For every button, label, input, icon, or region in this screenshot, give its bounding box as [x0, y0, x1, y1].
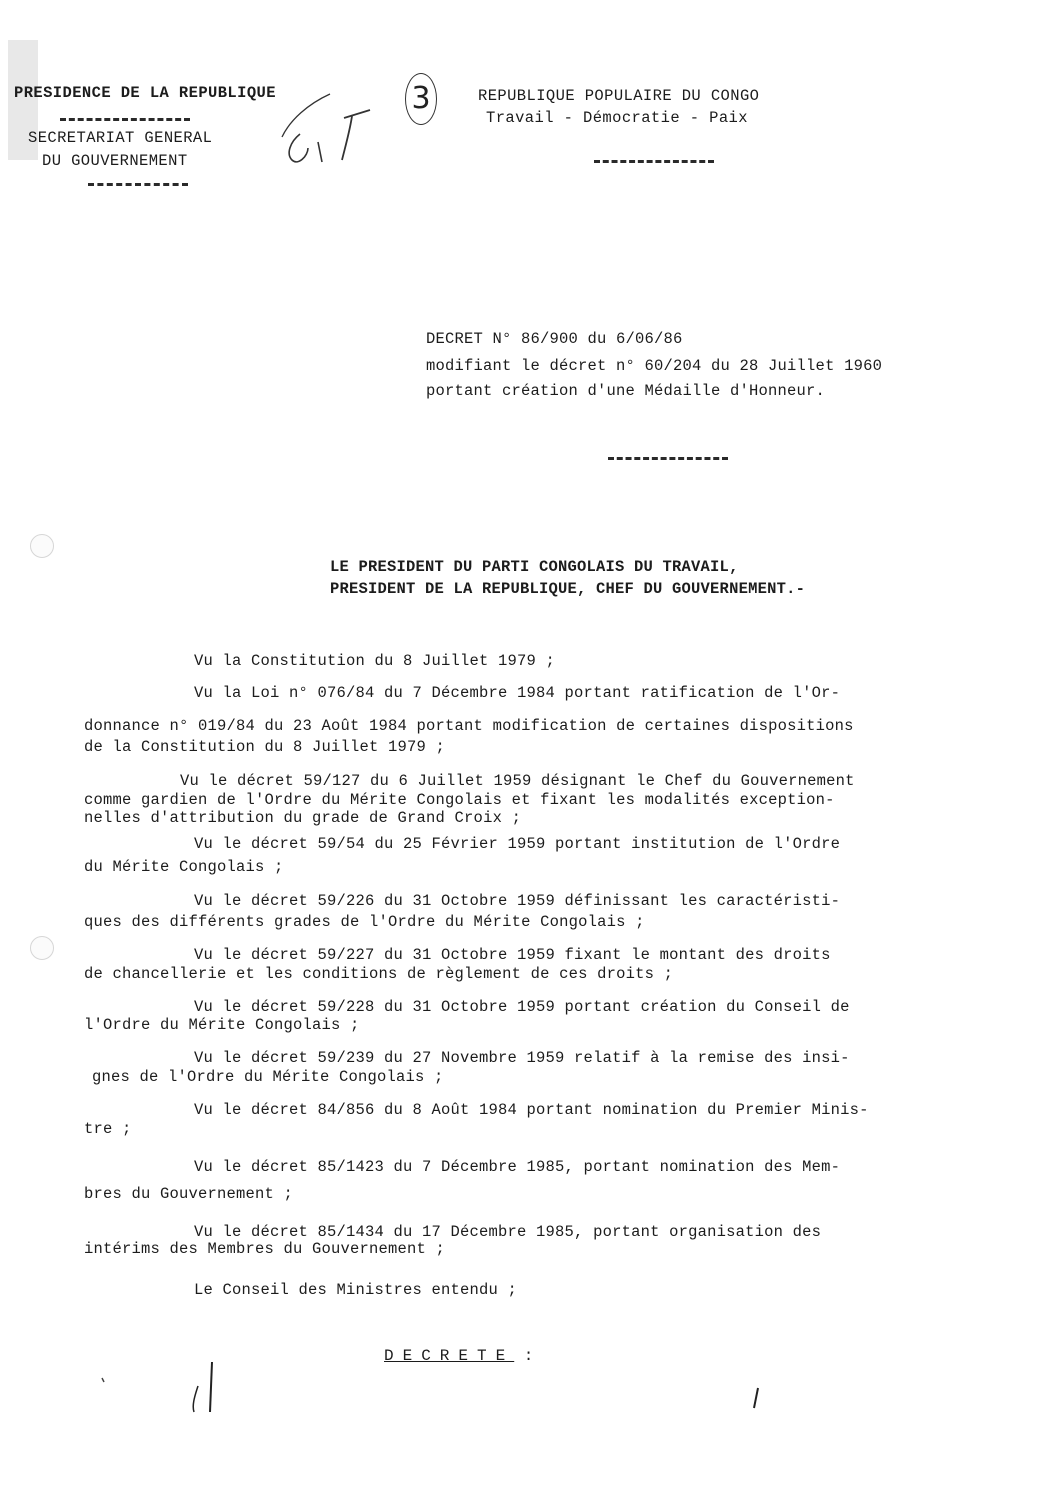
consideration-9-line1: Vu le décret 84/856 du 8 Août 1984 portant nomination du Premier Minis-: [194, 1101, 869, 1119]
decree-subject-line1: modifiant le décret n° 60/204 du 28 Juillet 1960: [426, 357, 883, 375]
authority-line2: PRESIDENT DE LA REPUBLIQUE, CHEF DU GOUVERNEMENT.-: [330, 580, 806, 598]
consideration-11-line1: Vu le décret 85/1434 du 17 Décembre 1985, portant organisation des: [194, 1223, 822, 1241]
authority-line1: LE PRESIDENT DU PARTI CONGOLAIS DU TRAVAIL,: [330, 558, 739, 576]
consideration-3-line3: nelles d'attribution du grade de Grand Croix ;: [84, 809, 522, 827]
circled-number: 3: [405, 73, 437, 125]
consideration-3-line1: Vu le décret 59/127 du 6 Juillet 1959 désignant le Chef du Gouvernement: [180, 772, 855, 790]
header-left-rule-1: [60, 118, 190, 121]
consideration-10-line1: Vu le décret 85/1423 du 7 Décembre 1985, portant nomination des Mem-: [194, 1158, 841, 1176]
consideration-6-line2: de chancellerie et les conditions de règlement de ces droits ;: [84, 965, 674, 983]
header-left-rule-2: [88, 183, 188, 186]
punch-hole-top: [30, 534, 54, 558]
decrete-colon: :: [523, 1347, 534, 1365]
consideration-7-line2: l'Ordre du Mérite Congolais ;: [84, 1016, 360, 1034]
consideration-11-line2: intérims des Membres du Gouvernement ;: [84, 1240, 446, 1258]
consideration-1-line1: Vu la Constitution du 8 Juillet 1979 ;: [194, 652, 556, 670]
margin-pen-marks: [90, 1360, 790, 1420]
consideration-2-line1: Vu la Loi n° 076/84 du 7 Décembre 1984 portant ratification de l'Or-: [194, 684, 841, 702]
consideration-8-line2: gnes de l'Ordre du Mérite Congolais ;: [92, 1068, 444, 1086]
header-left-line2: SECRETARIAT GENERAL: [28, 129, 213, 147]
header-right-rule: [594, 160, 714, 163]
header-right-line1: REPUBLIQUE POPULAIRE DU CONGO: [478, 87, 760, 105]
decree-number: DECRET N° 86/900 du 6/06/86: [426, 330, 683, 348]
consideration-12-line1: Le Conseil des Ministres entendu ;: [194, 1281, 518, 1299]
consideration-2-line3: de la Constitution du 8 Juillet 1979 ;: [84, 738, 446, 756]
header-left-line3: DU GOUVERNEMENT: [42, 152, 188, 170]
consideration-3-line2: comme gardien de l'Ordre du Mérite Congolais et fixant les modalités exception-: [84, 791, 835, 809]
consideration-4-line2: du Mérite Congolais ;: [84, 858, 284, 876]
consideration-5-line1: Vu le décret 59/226 du 31 Octobre 1959 définissant les caractéristi-: [194, 892, 841, 910]
consideration-10-line2: bres du Gouvernement ;: [84, 1185, 294, 1203]
consideration-8-line1: Vu le décret 59/239 du 27 Novembre 1959 relatif à la remise des insi-: [194, 1049, 850, 1067]
consideration-7-line1: Vu le décret 59/228 du 31 Octobre 1959 portant création du Conseil de: [194, 998, 850, 1016]
consideration-6-line1: Vu le décret 59/227 du 31 Octobre 1959 fixant le montant des droits: [194, 946, 831, 964]
consideration-4-line1: Vu le décret 59/54 du 25 Février 1959 portant institution de l'Ordre: [194, 835, 841, 853]
consideration-2-line2: donnance n° 019/84 du 23 Août 1984 portant modification de certaines dispositions: [84, 717, 854, 735]
consideration-9-line2: tre ;: [84, 1120, 132, 1138]
decree-subject-line2: portant création d'une Médaille d'Honneur.: [426, 382, 826, 400]
header-left-line1: PRESIDENCE DE LA REPUBLIQUE: [14, 84, 276, 102]
punch-hole-bottom: [30, 936, 54, 960]
decrete-word: DECRETE: [384, 1347, 515, 1365]
handwritten-mark: [278, 82, 398, 172]
header-right-line2: Travail - Démocratie - Paix: [486, 109, 748, 127]
title-rule: [608, 457, 728, 460]
consideration-5-line2: ques des différents grades de l'Ordre du Mérite Congolais ;: [84, 913, 645, 931]
